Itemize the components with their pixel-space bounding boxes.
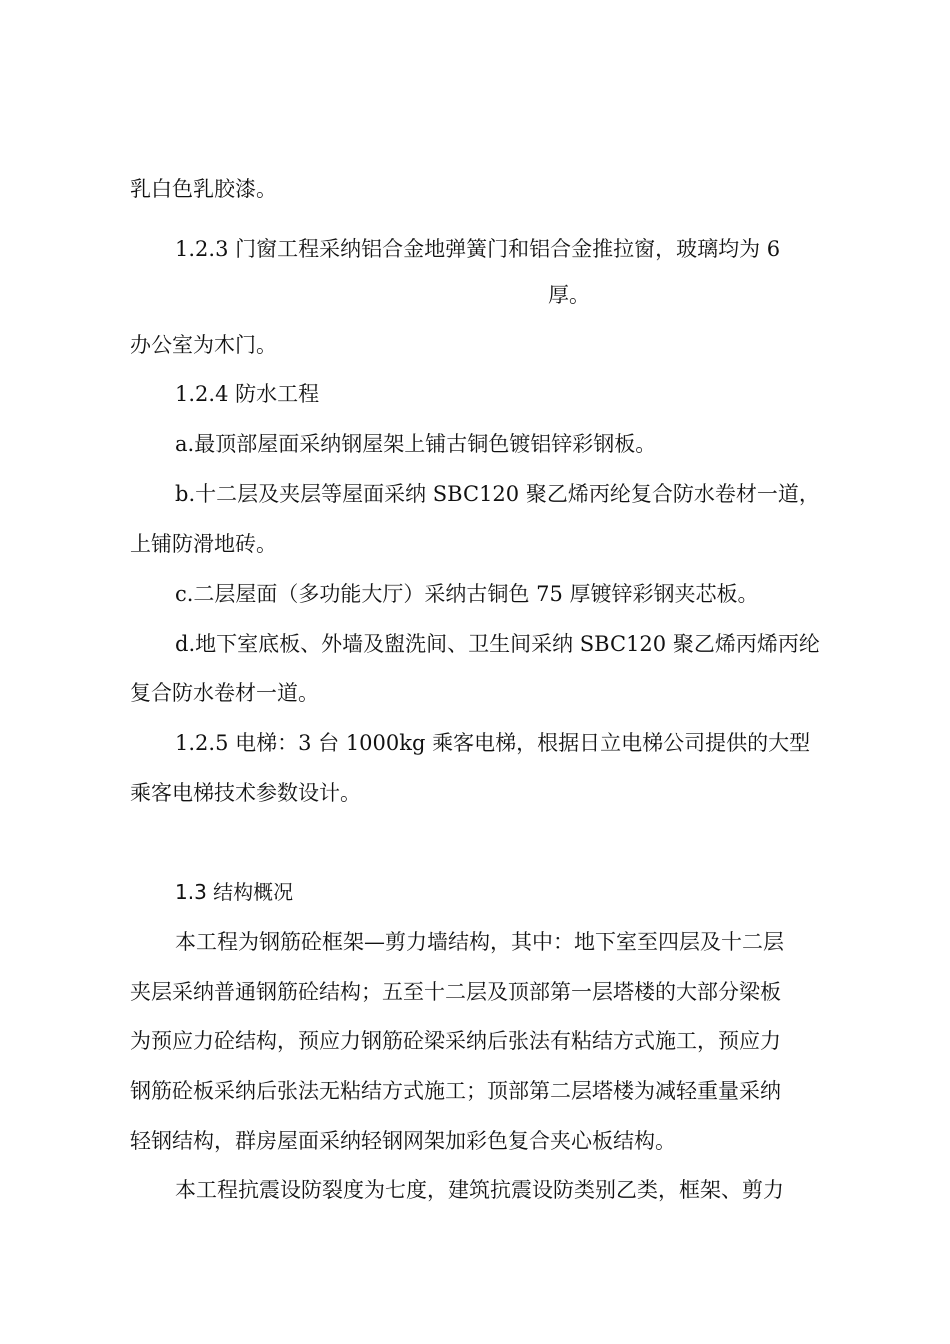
- text-line: 乳白色乳胶漆。: [130, 177, 277, 201]
- text-line: b.十二层及夹层等屋面采纳 SBC120 聚乙烯丙纶复合防水卷材一道，: [175, 482, 820, 506]
- text-line: c.二层屋面（多功能大厅）采纳古铜色 75 厚镀锌彩钢夹芯板。: [175, 582, 759, 606]
- section-heading: 1.3 结构概况: [175, 880, 294, 904]
- text-line: 为预应力砼结构，预应力钢筋砼梁采纳后张法有粘结方式施工，预应力: [130, 1029, 781, 1053]
- text-line: 轻钢结构，群房屋面采纳轻钢网架加彩色复合夹心板结构。: [130, 1129, 676, 1153]
- section-heading: 1.2.4 防水工程: [175, 382, 320, 406]
- text-line: d.地下室底板、外墙及盥洗间、卫生间采纳 SBC120 聚乙烯丙烯丙纶: [175, 632, 820, 656]
- text-line: 厚。: [548, 283, 590, 307]
- text-line: 本工程抗震设防裂度为七度，建筑抗震设防类别乙类，框架、剪力: [175, 1178, 784, 1202]
- text-line: 上铺防滑地砖。: [130, 532, 277, 556]
- text-line: 乘客电梯技术参数设计。: [130, 781, 361, 805]
- text-line: 钢筋砼板采纳后张法无粘结方式施工；顶部第二层塔楼为减轻重量采纳: [130, 1079, 781, 1103]
- text-line: 办公室为木门。: [130, 333, 277, 357]
- text-line: 本工程为钢筋砼框架—剪力墙结构，其中：地下室至四层及十二层: [175, 930, 784, 954]
- text-line: 1.2.3 门窗工程采纳铝合金地弹簧门和铝合金推拉窗，玻璃均为 6: [175, 237, 781, 261]
- text-line: 复合防水卷材一道。: [130, 681, 319, 705]
- text-line: 1.2.5 电梯：3 台 1000kg 乘客电梯，根据日立电梯公司提供的大型: [175, 731, 811, 755]
- text-line: 夹层采纳普通钢筋砼结构；五至十二层及顶部第一层塔楼的大部分梁板: [130, 980, 781, 1004]
- text-line: a.最顶部屋面采纳钢屋架上铺古铜色镀铝锌彩钢板。: [175, 432, 657, 456]
